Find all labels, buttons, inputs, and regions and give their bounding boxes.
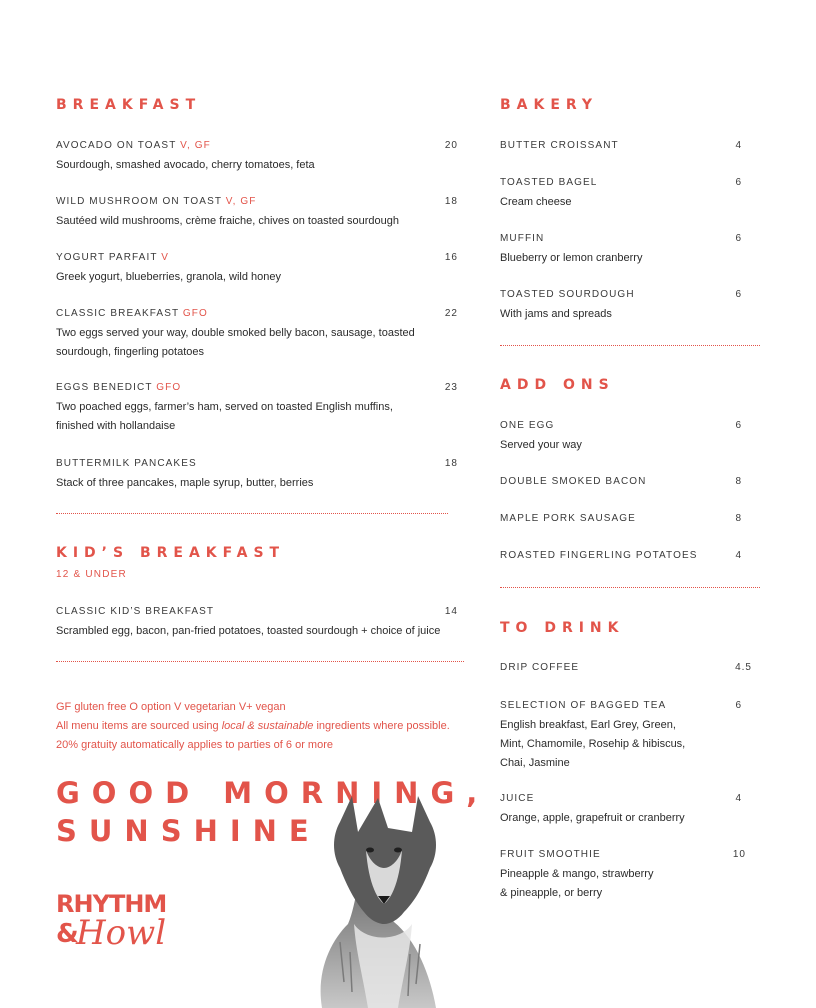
item-price: 6 <box>735 289 742 300</box>
item-description: Served your way <box>500 439 582 451</box>
menu-item <box>56 307 458 362</box>
item-description: Greek yogurt, blueberries, granola, wild honey <box>56 271 282 283</box>
wolf-illustration <box>270 792 470 1008</box>
menu-item <box>56 251 458 287</box>
diet-tag: GFO <box>182 308 208 319</box>
item-description: Stack of three pancakes, maple syrup, butter, berries <box>56 477 314 489</box>
item-name: EGGS BENEDICT <box>56 382 153 393</box>
item-price: 20 <box>444 140 458 151</box>
section-divider <box>56 513 448 514</box>
item-name: TOASTED BAGEL <box>500 177 598 188</box>
item-name: BUTTERMILK PANCAKES <box>56 458 197 469</box>
item-price: 8 <box>735 513 742 524</box>
rhythm-and-howl-logo <box>54 884 174 954</box>
item-description: Sourdough, smashed avocado, cherry tomatoes, feta <box>56 159 315 171</box>
item-description: Cream cheese <box>500 196 572 208</box>
item-price: 8 <box>735 476 742 487</box>
item-price: 6 <box>735 177 742 188</box>
menu-item <box>56 139 458 175</box>
diet-tag: V, GF <box>225 196 257 207</box>
kids-title: KID’S BREAKFAST <box>56 545 286 561</box>
diet-tag: V <box>161 252 170 263</box>
menu-legend <box>56 698 450 755</box>
item-name: CLASSIC KID’S BREAKFAST <box>56 606 215 617</box>
item-name: SELECTION OF BAGGED TEA <box>500 700 667 711</box>
item-price: 18 <box>444 196 458 207</box>
item-price: 14 <box>444 606 458 617</box>
item-name: DOUBLE SMOKED BACON <box>500 476 647 487</box>
item-name: BUTTER CROISSANT <box>500 140 619 151</box>
menu-item <box>500 288 742 324</box>
menu-item <box>56 605 458 641</box>
menu-item <box>500 848 746 903</box>
bakery-title: BAKERY <box>500 97 599 113</box>
menu-item <box>500 512 742 526</box>
item-price: 6 <box>735 700 742 711</box>
section-divider <box>56 661 464 662</box>
item-description: finished with hollandaise <box>56 420 176 432</box>
menu-item <box>500 792 742 828</box>
breakfast-title: BREAKFAST <box>56 97 202 113</box>
item-price: 18 <box>444 458 458 469</box>
item-name: CLASSIC BREAKFAST <box>56 308 179 319</box>
logo-script: Howl <box>76 913 167 953</box>
item-price: 4 <box>735 140 742 151</box>
item-description: & pineapple, or berry <box>500 887 603 899</box>
item-description: English breakfast, Earl Grey, Green, <box>500 719 676 731</box>
menu-item <box>500 699 742 773</box>
item-description: Pineapple & mango, strawberry <box>500 868 654 880</box>
diet-tag: GFO <box>156 382 182 393</box>
item-description: Blueberry or lemon cranberry <box>500 252 643 264</box>
item-name: AVOCADO ON TOAST <box>56 140 177 151</box>
item-description: With jams and spreads <box>500 308 612 320</box>
item-name: FRUIT SMOOTHIE <box>500 849 601 860</box>
drinks-title: TO DRINK <box>500 620 625 636</box>
item-name: WILD MUSHROOM ON TOAST <box>56 196 222 207</box>
item-name: DRIP COFFEE <box>500 662 580 673</box>
menu-item <box>56 195 458 231</box>
kids-subtitle: 12 & UNDER <box>56 569 127 580</box>
item-description: Mint, Chamomile, Rosehip & hibiscus, <box>500 738 686 750</box>
item-name: ONE EGG <box>500 420 555 431</box>
logo-wordmark: RHYTHM <box>56 890 167 918</box>
item-price: 4.5 <box>735 662 752 673</box>
diet-key: GF gluten free O option V vegetarian V+ vegan <box>56 701 286 713</box>
item-name: MUFFIN <box>500 233 545 244</box>
item-name: MAPLE PORK SAUSAGE <box>500 513 636 524</box>
sourcing-note: All menu items are sourced using local & sustainable ingredients where possible. <box>56 720 450 732</box>
item-name: TOASTED SOURDOUGH <box>500 289 635 300</box>
diet-tag: V, GF <box>180 140 211 151</box>
item-price: 10 <box>732 849 746 860</box>
item-name: ROASTED FINGERLING POTATOES <box>500 550 698 561</box>
menu-item <box>500 139 742 153</box>
section-divider <box>500 587 760 588</box>
headline: GOOD MORNING, SUNSHINE <box>56 776 490 848</box>
item-description: Chai, Jasmine <box>500 757 570 769</box>
item-price: 6 <box>735 233 742 244</box>
gratuity-note: 20% gratuity automatically applies to parties of 6 or more <box>56 739 333 751</box>
item-description: Orange, apple, grapefruit or cranberry <box>500 812 685 824</box>
item-price: 4 <box>735 550 742 561</box>
item-name: YOGURT PARFAIT <box>56 252 158 263</box>
item-description: Two eggs served your way, double smoked belly bacon, sausage, toasted <box>56 327 415 339</box>
menu-item <box>500 232 742 268</box>
menu-item <box>500 549 742 563</box>
item-name: JUICE <box>500 793 535 804</box>
logo-ampersand: & <box>56 919 79 949</box>
section-divider <box>500 345 760 346</box>
menu-item <box>500 475 742 489</box>
item-price: 16 <box>444 252 458 263</box>
item-price: 23 <box>444 382 458 393</box>
item-price: 22 <box>444 308 458 319</box>
item-description: Two poached eggs, farmer’s ham, served on toasted English muffins, <box>56 401 393 413</box>
menu-item <box>500 661 752 675</box>
item-description: sourdough, fingerling potatoes <box>56 346 204 358</box>
menu-item <box>56 457 458 493</box>
item-description: Sautéed wild mushrooms, crème fraiche, chives on toasted sourdough <box>56 215 400 227</box>
menu-item <box>500 419 742 455</box>
item-description: Scrambled egg, bacon, pan-fried potatoes, toasted sourdough + choice of juice <box>56 625 441 637</box>
menu-item <box>500 176 742 212</box>
menu-item <box>56 381 458 436</box>
item-price: 4 <box>735 793 742 804</box>
item-price: 6 <box>735 420 742 431</box>
addons-title: ADD ONS <box>500 377 615 393</box>
